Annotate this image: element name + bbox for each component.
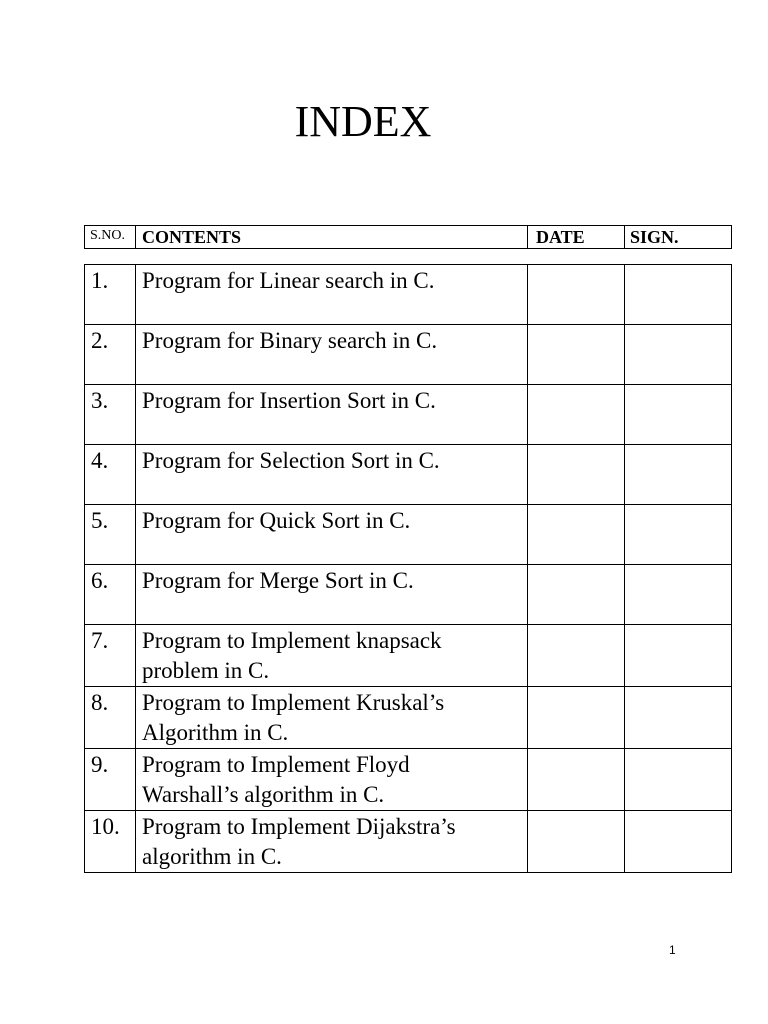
row-number: 1. (85, 265, 136, 325)
row-contents (136, 811, 528, 873)
index-table (84, 264, 732, 873)
row-sign-cell (625, 749, 732, 811)
row-contents-line1: Program for Quick Sort in C. (142, 508, 411, 533)
row-contents (136, 565, 528, 625)
header-date: DATE (528, 226, 625, 249)
row-date-cell (528, 687, 625, 749)
row-number: 8. (85, 687, 136, 749)
row-date-cell (528, 265, 625, 325)
header-row (85, 226, 732, 249)
header-sno: S.NO. (85, 226, 136, 249)
row-contents-line1: Program to Implement Kruskal’s (142, 690, 445, 715)
row-contents (136, 385, 528, 445)
row-contents-line1: Program to Implement knapsack (142, 628, 442, 653)
row-sign-cell (625, 811, 732, 873)
row-number: 10. (85, 811, 136, 873)
row-sign-cell (625, 625, 732, 687)
row-number: 5. (85, 505, 136, 565)
row-date-cell (528, 505, 625, 565)
table-row (85, 505, 732, 565)
row-contents (136, 325, 528, 385)
table-row (85, 749, 732, 811)
row-number: 2. (85, 325, 136, 385)
row-sign-cell (625, 445, 732, 505)
row-date-cell (528, 565, 625, 625)
header-contents: CONTENTS (136, 226, 528, 249)
row-contents (136, 749, 528, 811)
row-sign-cell (625, 325, 732, 385)
table-row (85, 325, 732, 385)
row-contents (136, 505, 528, 565)
table-row (85, 625, 732, 687)
row-contents-line1: Program for Merge Sort in C. (142, 568, 414, 593)
row-contents-line2: Algorithm in C. (142, 720, 289, 745)
row-number: 4. (85, 445, 136, 505)
row-sign-cell (625, 505, 732, 565)
page-number: 1 (669, 943, 676, 957)
table-row (85, 811, 732, 873)
row-sign-cell (625, 385, 732, 445)
row-number: 3. (85, 385, 136, 445)
row-contents-line2: problem in C. (142, 658, 270, 683)
row-number: 7. (85, 625, 136, 687)
row-date-cell (528, 325, 625, 385)
row-contents (136, 687, 528, 749)
index-header-table (84, 225, 732, 249)
header-sign: SIGN. (625, 226, 732, 249)
row-date-cell (528, 445, 625, 505)
row-contents-line1: Program for Binary search in C. (142, 328, 438, 353)
row-contents-line1: Program for Insertion Sort in C. (142, 388, 436, 413)
row-contents-line1: Program for Selection Sort in C. (142, 448, 440, 473)
row-number: 6. (85, 565, 136, 625)
row-contents (136, 445, 528, 505)
table-row (85, 265, 732, 325)
row-date-cell (528, 385, 625, 445)
row-contents-line1: Program for Linear search in C. (142, 268, 435, 293)
row-number: 9. (85, 749, 136, 811)
row-sign-cell (625, 265, 732, 325)
page-title: INDEX (294, 97, 432, 146)
row-contents (136, 625, 528, 687)
row-contents-line2: Warshall’s algorithm in C. (142, 782, 385, 807)
table-row (85, 687, 732, 749)
table-row (85, 445, 732, 505)
row-date-cell (528, 749, 625, 811)
row-contents-line1: Program to Implement Floyd (142, 752, 410, 777)
row-contents-line2: algorithm in C. (142, 844, 282, 869)
row-sign-cell (625, 687, 732, 749)
row-date-cell (528, 625, 625, 687)
table-row (85, 385, 732, 445)
table-row (85, 565, 732, 625)
row-contents-line1: Program to Implement Dijakstra’s (142, 814, 456, 839)
row-date-cell (528, 811, 625, 873)
row-contents (136, 265, 528, 325)
row-sign-cell (625, 565, 732, 625)
